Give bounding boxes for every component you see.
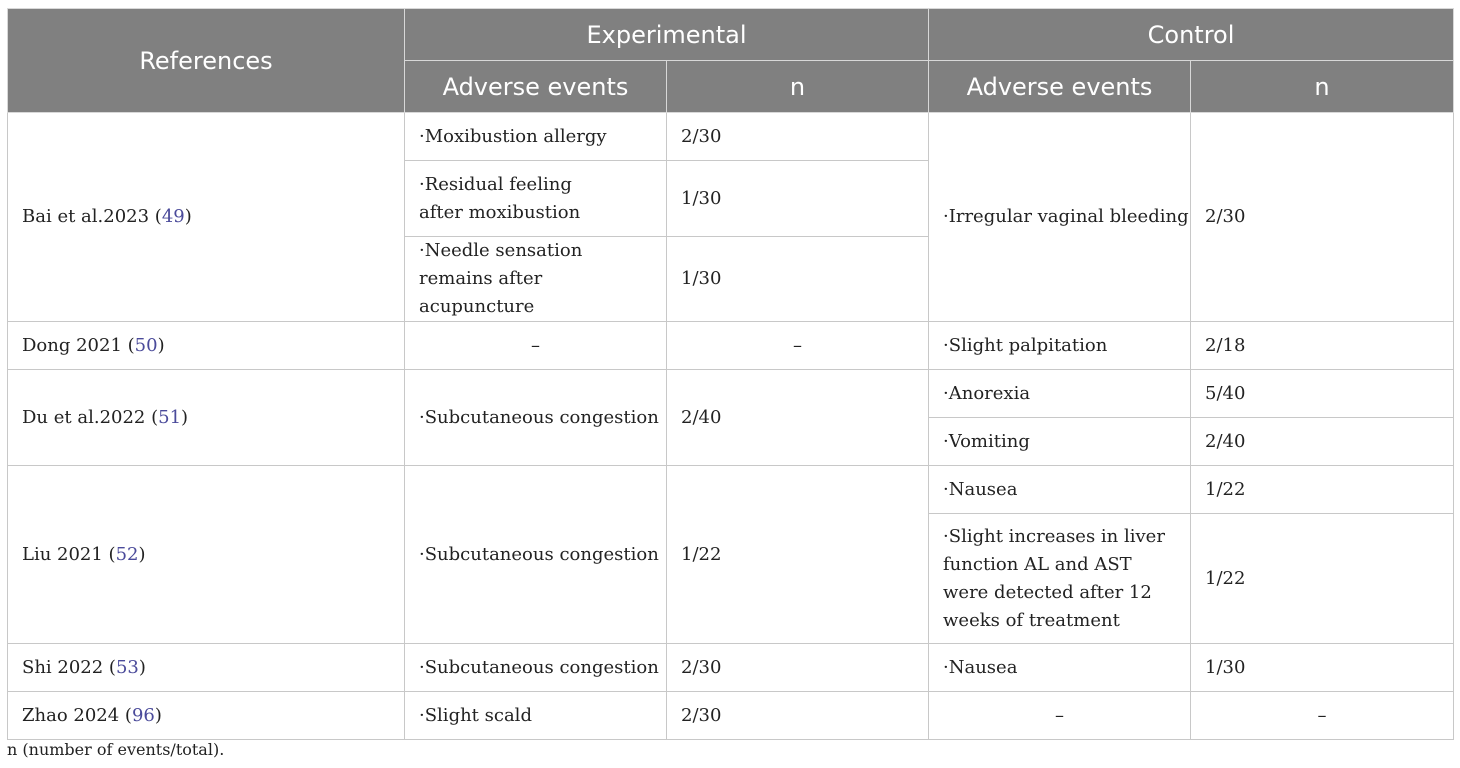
exp-n-cell: 2/30 xyxy=(667,692,929,740)
table-footnote: n (number of events/total). xyxy=(7,740,225,759)
header-exp-adverse-events: Adverse events xyxy=(405,61,667,113)
ctrl-event-cell: ·Vomiting xyxy=(929,418,1191,466)
header-ctrl-n: n xyxy=(1191,61,1454,113)
citation-link[interactable]: 96 xyxy=(131,704,155,726)
ctrl-event-cell: – xyxy=(929,692,1191,740)
exp-n-cell: 1/30 xyxy=(667,161,929,237)
exp-event-cell: ·Residual feeling after moxibustion xyxy=(405,161,667,237)
table-row xyxy=(8,370,1454,418)
exp-n-cell: 1/22 xyxy=(667,466,929,644)
table-row xyxy=(8,466,1454,514)
ctrl-n-cell: – xyxy=(1191,692,1454,740)
ctrl-event-cell: ·Slight increases in liver function AL and AST were detected after 12 weeks of treatment xyxy=(929,514,1191,644)
ctrl-n-cell: 5/40 xyxy=(1191,370,1454,418)
reference-cell: Dong 2021 (50) xyxy=(8,322,405,370)
ctrl-event-cell: ·Nausea xyxy=(929,644,1191,692)
exp-event-cell: ·Moxibustion allergy xyxy=(405,113,667,161)
citation-link[interactable]: 50 xyxy=(134,334,158,356)
ctrl-n-cell: 2/30 xyxy=(1191,113,1454,322)
citation-link[interactable]: 49 xyxy=(161,206,185,227)
ctrl-n-cell: 1/22 xyxy=(1191,466,1454,514)
citation-link[interactable]: 53 xyxy=(115,656,139,678)
ctrl-n-cell: 2/40 xyxy=(1191,418,1454,466)
header-references: References xyxy=(8,9,405,113)
header-row-groups xyxy=(8,9,1454,61)
exp-n-cell: 2/30 xyxy=(667,644,929,692)
exp-event-cell: ·Subcutaneous congestion xyxy=(405,644,667,692)
header-experimental: Experimental xyxy=(405,9,929,61)
ctrl-event-cell: ·Irregular vaginal bleeding xyxy=(929,113,1191,322)
citation-link[interactable]: 52 xyxy=(115,543,139,565)
reference-cell: Du et al.2022 (51) xyxy=(8,370,405,466)
ctrl-event-cell: ·Slight palpitation xyxy=(929,322,1191,370)
table-row xyxy=(8,644,1454,692)
ctrl-event-cell: ·Nausea xyxy=(929,466,1191,514)
exp-n-cell: 1/30 xyxy=(667,237,929,322)
table-row xyxy=(8,692,1454,740)
adverse-events-table xyxy=(7,8,1454,740)
exp-event-cell: – xyxy=(405,322,667,370)
exp-event-cell: ·Subcutaneous congestion xyxy=(405,370,667,466)
header-exp-n: n xyxy=(667,61,929,113)
header-control: Control xyxy=(929,9,1454,61)
exp-event-cell: ·Subcutaneous congestion xyxy=(405,466,667,644)
reference-cell: Liu 2021 (52) xyxy=(8,466,405,644)
exp-n-cell: 2/40 xyxy=(667,370,929,466)
ctrl-n-cell: 2/18 xyxy=(1191,322,1454,370)
header-ctrl-adverse-events: Adverse events xyxy=(929,61,1191,113)
reference-cell: Bai et al.2023 (49) xyxy=(8,113,405,322)
ctrl-n-cell: 1/30 xyxy=(1191,644,1454,692)
exp-event-cell: ·Slight scald xyxy=(405,692,667,740)
exp-n-cell: 2/30 xyxy=(667,113,929,161)
ctrl-event-cell: ·Anorexia xyxy=(929,370,1191,418)
reference-cell: Shi 2022 (53) xyxy=(8,644,405,692)
table-row xyxy=(8,322,1454,370)
exp-event-cell: ·Needle sensation remains after acupuncture xyxy=(405,237,667,322)
table-row xyxy=(8,113,1454,161)
citation-link[interactable]: 51 xyxy=(158,406,182,428)
reference-cell: Zhao 2024 (96) xyxy=(8,692,405,740)
exp-n-cell: – xyxy=(667,322,929,370)
ctrl-n-cell: 1/22 xyxy=(1191,514,1454,644)
